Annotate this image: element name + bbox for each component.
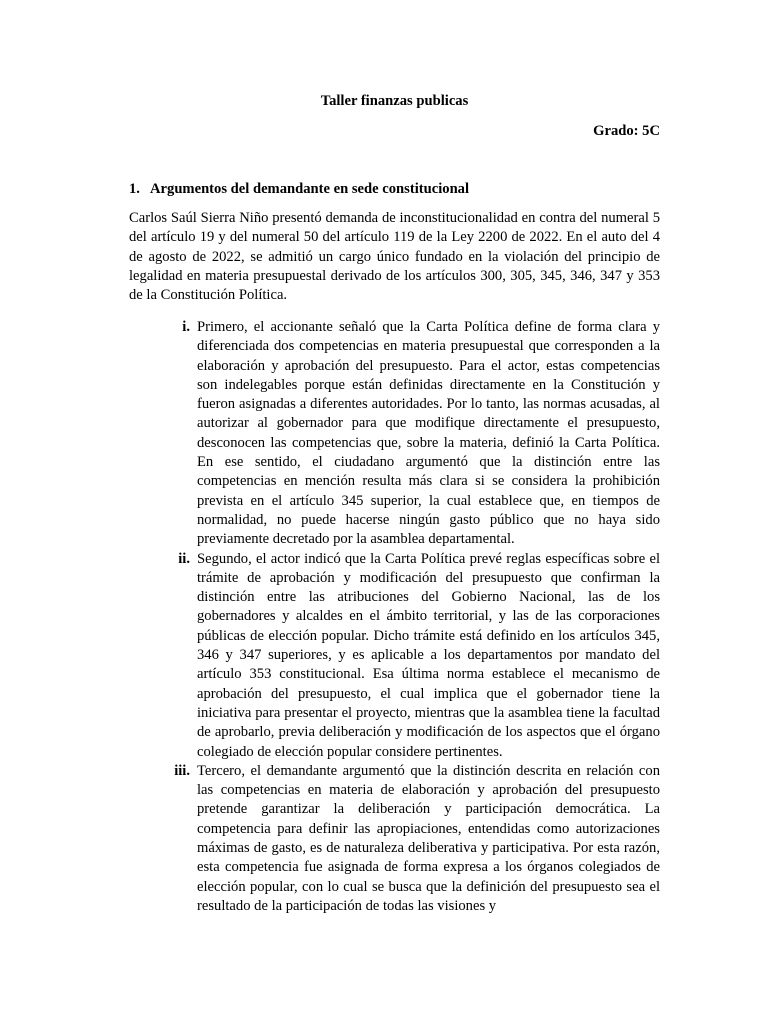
list-marker: iii. (174, 762, 190, 779)
list-marker: i. (182, 319, 190, 335)
intro-paragraph: Carlos Saúl Sierra Niño presentó demanda de inconstitucionalidad en contra del numeral 5 del artículo 19 y del numeral 50 del artículo 119 de la Ley 2200 de 2022. En el auto del 4 de agosto de 2022, se admitió un cargo único fundado en la violación del principio de legalidad en materia presupuestal derivado de los artículos 300, 305, 345, 346, 347 y 353 de la Constitución Política. (129, 210, 660, 304)
section-heading (129, 180, 660, 199)
list-item (129, 762, 660, 916)
list-marker: ii. (178, 550, 190, 567)
section-number: 1. (129, 181, 140, 197)
list-item (129, 550, 660, 762)
document-title: Taller finanzas publicas (320, 93, 469, 109)
grade-label: Grado: 5C (593, 123, 660, 139)
list-item-text: Segundo, el actor indicó que la Carta Política prevé reglas específicas sobre el trámite de aprobación y modificación del presupuesto que confirman la distinción entre las atribuciones del Gobierno Nacional, las de los gobernadores y alcaldes en el ámbito territorial, y las de las corporaciones públicas de elección popular. Dicho trámite está definido en los artículos 345, 346 y 347 superiores, y es aplicable a los departamentos por mandato del artículo 353 constitucional. Esa última norma establece el mecanismo de aprobación del presupuesto, el cual implica que el gobernador tiene la iniciativa para presentar el proyecto, mientras que la asamblea tiene la facultad de aprobarlo, previa deliberación y modificación de los aspectos que el órgano colegiado de elección popular considere pertinentes. (197, 550, 660, 760)
section-title: Argumentos del demandante en sede constitucional (150, 181, 470, 197)
list-item-text: Tercero, el demandante argumentó que la distinción descrita en relación con las competencias en materia de elaboración y aprobación del presupuesto pretende garantizar la deliberación y participación democrática. La competencia para definir las apropiaciones, entendidas como autorizaciones máximas de gasto, es de naturaleza deliberativa y participativa. Por esta razón, esta competencia fue asignada de forma expresa a los órganos colegiados de elección popular, con lo cual se busca que la definición del presupuesto sea el resultado de la participación de todas las visiones y (197, 762, 660, 914)
list-item (129, 318, 660, 550)
argument-list (129, 318, 660, 916)
list-item-text: Primero, el accionante señaló que la Carta Política define de forma clara y diferenciada dos competencias en materia presupuestal que corresponden a la elaboración y aprobación del presupuesto. Para el actor, estas competencias son indelegables porque están definidas directamente en la Constitución y fueron asignadas a diferentes autoridades. Por lo tanto, las normas acusadas, al autorizar al gobernador para que modifique directamente el presupuesto, desconocen las competencias que, sobre la materia, definió la Carta Política. En ese sentido, el ciudadano argumentó que la distinción entre las competencias en mención resulta más clara si se considera la prohibición prevista en el artículo 345 superior, la cual establece que, en tiempos de normalidad, no puede hacerse ningún gasto público que no haya sido previamente decretado por la asamblea departamental. (197, 319, 660, 548)
